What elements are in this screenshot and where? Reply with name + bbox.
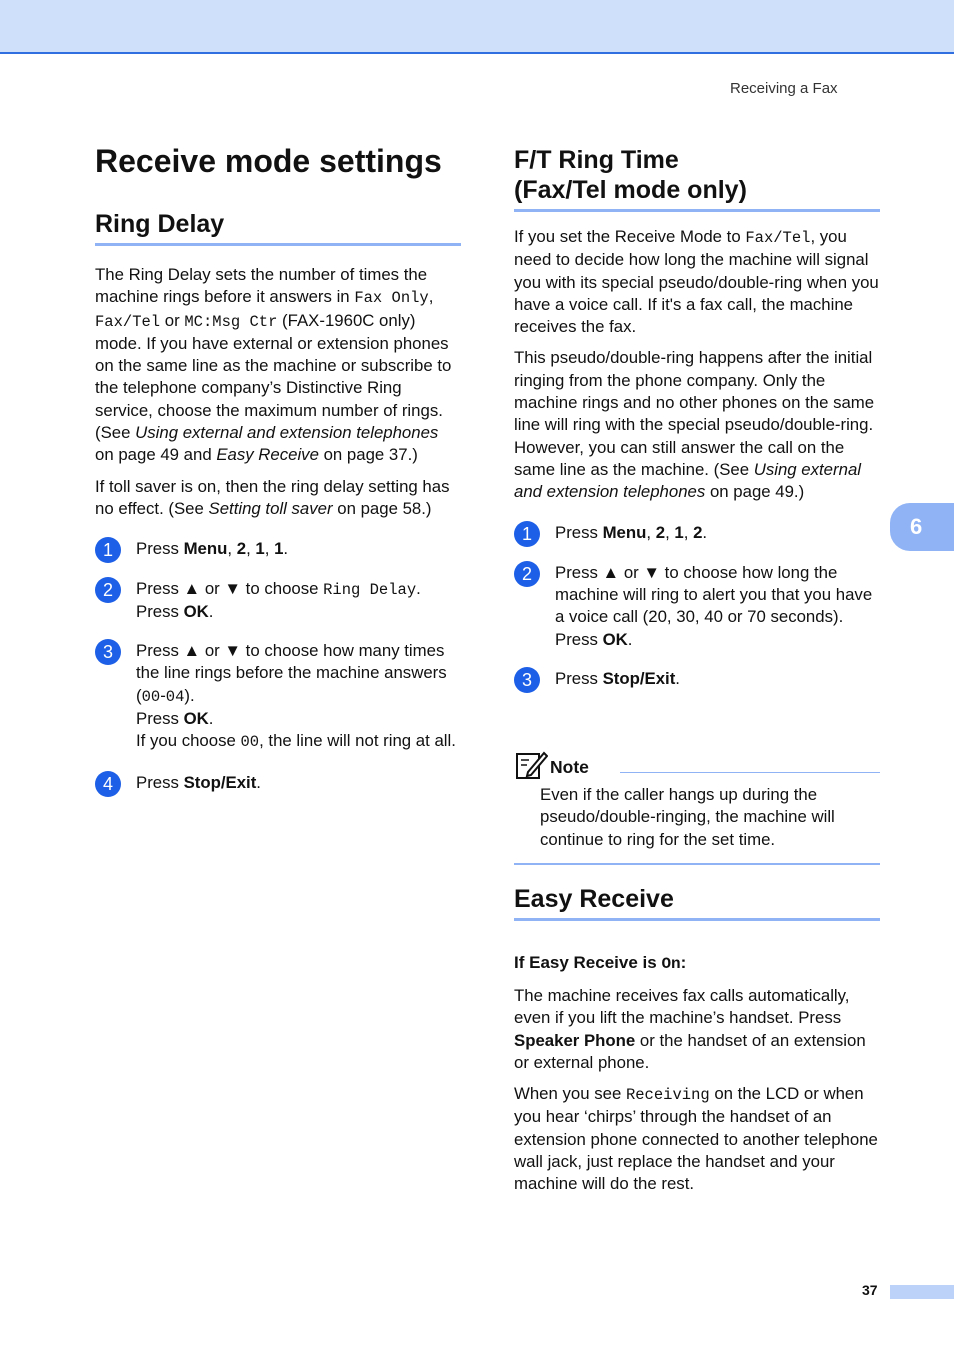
ft-ring-heading-line2: (Fax/Tel mode only) xyxy=(514,176,747,204)
step-text: Press xyxy=(136,709,184,729)
intro-text-b: (FAX-1960C only) mode. If you have external or extension phones on the same line as the machine or subscribe to the telephone company’s Distinctive Ring service, choose the maximum number of rings. (See xyxy=(95,310,452,443)
p-text: on page 49.) xyxy=(705,482,805,502)
toll-text-b: on page 58.) xyxy=(332,498,432,518)
step-4 xyxy=(95,772,461,794)
key: 2 xyxy=(693,522,703,542)
note-pencil-icon xyxy=(516,750,548,780)
sep: . xyxy=(416,578,421,598)
top-header-bar xyxy=(0,0,954,54)
note-box xyxy=(514,750,880,865)
p-text: When you see xyxy=(514,1084,626,1104)
key: 2 xyxy=(655,522,666,542)
sep: . xyxy=(256,772,261,792)
lcd-value: 00 xyxy=(240,733,260,752)
step-text: Press xyxy=(136,539,184,559)
p-text: , you need to decide how long the machine will signal you with its special pseudo/double-ring when you have a voice call. If it's a fax call, the machine receives the fax. xyxy=(514,227,879,337)
page-number: 37 xyxy=(862,1282,878,1298)
sep: , xyxy=(246,539,256,559)
xref-external-phones: Using external and extension telephones xyxy=(514,459,862,502)
key-speaker-phone: Speaker Phone xyxy=(514,1030,636,1050)
chapter-tab: 6 xyxy=(890,503,954,551)
sep: , xyxy=(646,522,656,542)
note-title: Note xyxy=(550,757,589,777)
lcd-on: On xyxy=(661,955,681,973)
p-text: on the LCD or when you hear ‘chirps’ through the handset of an extension phone connected to another telephone wall jack, just replace the handset and your machine will do the rest. xyxy=(514,1084,878,1194)
sep: , xyxy=(428,287,434,307)
mode-fax-tel: Fax/Tel xyxy=(95,312,161,331)
sep: . xyxy=(702,522,708,542)
toll-text-a: If toll saver is on, then the ring delay setting has no effect. (See xyxy=(95,476,450,518)
subheading-text: If Easy Receive is xyxy=(514,953,662,972)
step-text: Press ▲ or ▼ to choose how many times the line rings before the machine answers ( xyxy=(136,641,447,705)
step-number-1: 1 xyxy=(514,521,540,547)
p-text: The machine receives fax calls automatically, even if you lift the machine’s handset. Press xyxy=(514,986,850,1028)
step-text: Press xyxy=(555,669,603,689)
note-body: Even if the caller hangs up during the pseudo/double-ringing, the machine will continue to ring for the set time. xyxy=(540,785,835,849)
sep: , xyxy=(264,539,275,559)
step-text: Press ▲ or ▼ to choose xyxy=(136,578,324,598)
step-2 xyxy=(95,578,461,624)
ring-delay-heading: Ring Delay xyxy=(95,209,461,246)
sep: . xyxy=(627,629,633,649)
step-3 xyxy=(95,640,461,753)
intro-text-d: on page 49 and xyxy=(95,445,217,465)
lcd-value: 04 xyxy=(165,687,185,706)
step-text: , the line will not ring at all. xyxy=(259,731,456,751)
easy-receive-paragraph-2 xyxy=(514,1083,880,1195)
ring-delay-section xyxy=(95,209,461,794)
ring-delay-intro xyxy=(95,264,461,467)
key-menu: Menu xyxy=(602,522,647,542)
running-header: Receiving a Fax xyxy=(730,80,838,97)
ft-step-2 xyxy=(514,562,880,651)
lcd-ring-delay: Ring Delay xyxy=(323,580,417,599)
key-stop-exit: Stop/Exit xyxy=(602,669,676,689)
xref-toll-saver: Setting toll saver xyxy=(208,498,333,518)
sep: : xyxy=(680,953,687,972)
mode-msg-ctr: MC:Msg Ctr xyxy=(184,312,278,331)
note-bottom-rule xyxy=(514,863,880,865)
sep: , xyxy=(665,522,675,542)
step-number-2: 2 xyxy=(95,577,121,603)
ft-ring-section xyxy=(514,145,880,690)
key: 1 xyxy=(274,539,284,559)
easy-receive-subheading xyxy=(514,953,880,973)
key-ok: OK xyxy=(602,629,628,649)
ft-ring-heading xyxy=(514,145,880,212)
easy-receive-section xyxy=(514,884,880,1196)
step-text: If you choose xyxy=(136,731,241,751)
key-stop-exit: Stop/Exit xyxy=(183,772,257,792)
p-text: This pseudo/double-ring happens after the initial ringing from the phone company. Only the machine rings and no other phones on the same line will ring with the special pseudo/double-ring. However, you can still answer the call on the same line as the machine. (See xyxy=(514,348,875,479)
key-ok: OK xyxy=(183,601,209,621)
sep: . xyxy=(283,539,289,559)
step-text: Press xyxy=(555,629,603,649)
step-text: Press xyxy=(136,772,184,792)
sep: , xyxy=(227,539,237,559)
step-text: Press xyxy=(136,601,184,621)
easy-receive-heading: Easy Receive xyxy=(514,884,880,921)
step-number-4: 4 xyxy=(95,771,121,797)
p-text: or the handset of an extension or external phone. xyxy=(514,1030,866,1072)
lcd-receiving: Receiving xyxy=(625,1086,710,1105)
key-menu: Menu xyxy=(183,539,228,559)
sep: - xyxy=(160,685,166,705)
ft-step-3 xyxy=(514,668,880,690)
toll-saver-paragraph xyxy=(95,476,461,521)
ft-ring-heading-line1: F/T Ring Time xyxy=(514,146,679,174)
step-number-3: 3 xyxy=(95,639,121,665)
note-rule xyxy=(620,772,880,773)
sep: . xyxy=(208,709,214,729)
sep: or xyxy=(160,310,185,330)
mode-fax-only: Fax Only xyxy=(354,289,429,308)
lcd-fax-tel: Fax/Tel xyxy=(745,229,811,247)
key: 1 xyxy=(255,539,265,559)
key: 1 xyxy=(674,522,684,542)
step-number-3: 3 xyxy=(514,667,540,693)
intro-text-e: on page 37.) xyxy=(318,445,418,465)
lcd-value: 00 xyxy=(141,687,161,706)
easy-receive-paragraph-1 xyxy=(514,985,880,1074)
footer-bar xyxy=(890,1285,954,1299)
sep: ). xyxy=(184,685,195,705)
step-1 xyxy=(95,538,461,560)
step-text: Press xyxy=(555,522,603,542)
key-ok: OK xyxy=(183,709,209,729)
page-title: Receive mode settings xyxy=(95,143,442,179)
ft-step-1 xyxy=(514,522,880,544)
xref-external-phones: Using external and extension telephones xyxy=(135,423,439,443)
sep: , xyxy=(683,522,694,542)
ft-ring-paragraph-1 xyxy=(514,226,880,338)
key: 2 xyxy=(236,539,247,559)
note-header xyxy=(514,750,880,784)
ft-ring-paragraph-2 xyxy=(514,347,880,503)
step-number-1: 1 xyxy=(95,537,121,563)
sep: . xyxy=(675,669,680,689)
intro-text-a: The Ring Delay sets the number of times the machine rings before it answers in xyxy=(95,265,428,307)
xref-easy-receive: Easy Receive xyxy=(216,445,319,465)
step-text: Press ▲ or ▼ to choose how long the machine will ring to alert you that you have a voice call (20, 30, 40 or 70 seconds). xyxy=(555,562,873,627)
p-text: If you set the Receive Mode to xyxy=(514,227,746,246)
sep: . xyxy=(208,601,214,621)
step-number-2: 2 xyxy=(514,561,540,587)
